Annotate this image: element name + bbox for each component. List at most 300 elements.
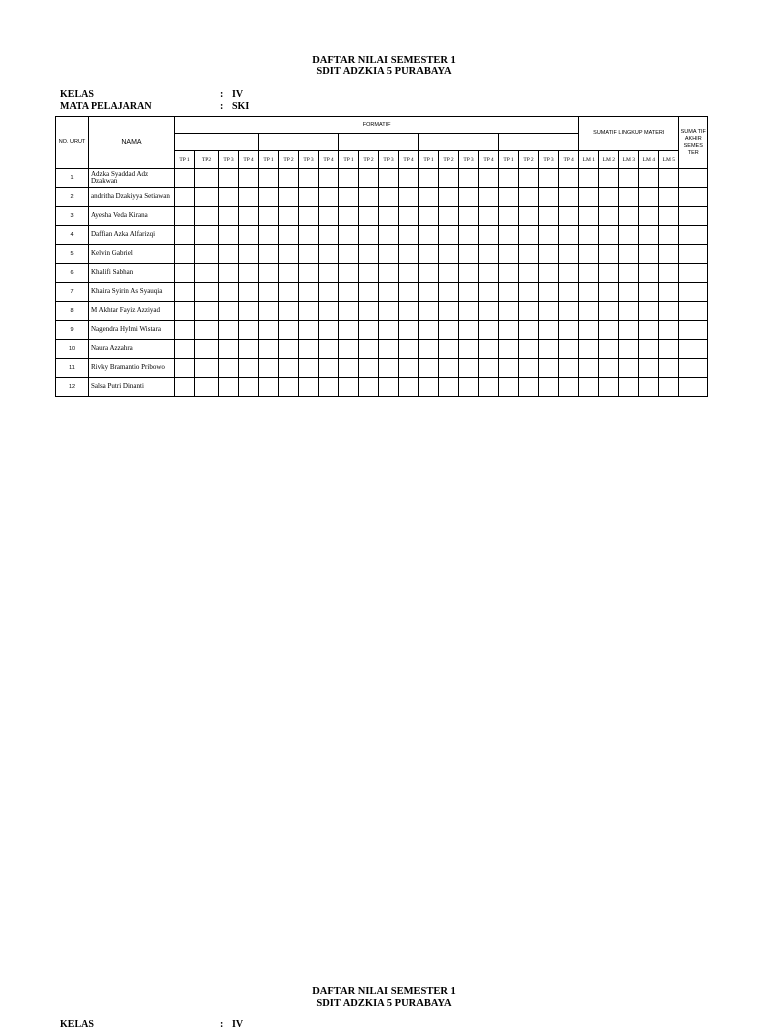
grade-cell[interactable]: [259, 264, 279, 283]
grade-cell[interactable]: [679, 302, 708, 321]
grade-cell[interactable]: [599, 188, 619, 207]
grade-cell[interactable]: [439, 340, 459, 359]
grade-cell[interactable]: [299, 245, 319, 264]
grade-cell[interactable]: [175, 302, 195, 321]
grade-cell[interactable]: [579, 264, 599, 283]
grade-cell[interactable]: [619, 302, 639, 321]
grade-cell[interactable]: [239, 226, 259, 245]
grade-cell[interactable]: [439, 264, 459, 283]
grade-cell[interactable]: [175, 264, 195, 283]
grade-cell[interactable]: [459, 188, 479, 207]
grade-cell[interactable]: [499, 321, 519, 340]
grade-cell[interactable]: [339, 188, 359, 207]
grade-cell[interactable]: [399, 226, 419, 245]
grade-cell[interactable]: [195, 359, 219, 378]
grade-cell[interactable]: [619, 245, 639, 264]
grade-cell[interactable]: [339, 359, 359, 378]
grade-cell[interactable]: [659, 340, 679, 359]
grade-cell[interactable]: [359, 302, 379, 321]
grade-cell[interactable]: [419, 340, 439, 359]
grade-cell[interactable]: [219, 321, 239, 340]
grade-cell[interactable]: [519, 378, 539, 397]
grade-cell[interactable]: [519, 226, 539, 245]
grade-cell[interactable]: [479, 378, 499, 397]
grade-cell[interactable]: [439, 169, 459, 188]
grade-cell[interactable]: [219, 188, 239, 207]
grade-cell[interactable]: [539, 226, 559, 245]
grade-cell[interactable]: [195, 169, 219, 188]
grade-cell[interactable]: [195, 283, 219, 302]
grade-cell[interactable]: [579, 226, 599, 245]
grade-cell[interactable]: [519, 302, 539, 321]
grade-cell[interactable]: [419, 359, 439, 378]
grade-cell[interactable]: [219, 340, 239, 359]
grade-cell[interactable]: [219, 245, 239, 264]
grade-cell[interactable]: [279, 378, 299, 397]
grade-cell[interactable]: [239, 340, 259, 359]
grade-cell[interactable]: [619, 169, 639, 188]
grade-cell[interactable]: [499, 207, 519, 226]
grade-cell[interactable]: [379, 321, 399, 340]
grade-cell[interactable]: [619, 283, 639, 302]
grade-cell[interactable]: [219, 264, 239, 283]
grade-cell[interactable]: [319, 302, 339, 321]
grade-cell[interactable]: [419, 302, 439, 321]
grade-cell[interactable]: [639, 359, 659, 378]
grade-cell[interactable]: [319, 283, 339, 302]
grade-cell[interactable]: [459, 378, 479, 397]
grade-cell[interactable]: [559, 264, 579, 283]
grade-cell[interactable]: [459, 207, 479, 226]
grade-cell[interactable]: [519, 188, 539, 207]
grade-cell[interactable]: [559, 378, 579, 397]
grade-cell[interactable]: [639, 283, 659, 302]
grade-cell[interactable]: [319, 188, 339, 207]
grade-cell[interactable]: [599, 283, 619, 302]
grade-cell[interactable]: [379, 169, 399, 188]
grade-cell[interactable]: [279, 188, 299, 207]
grade-cell[interactable]: [619, 188, 639, 207]
grade-cell[interactable]: [239, 207, 259, 226]
grade-cell[interactable]: [619, 264, 639, 283]
grade-cell[interactable]: [239, 359, 259, 378]
grade-cell[interactable]: [419, 169, 439, 188]
grade-cell[interactable]: [259, 245, 279, 264]
grade-cell[interactable]: [219, 207, 239, 226]
grade-cell[interactable]: [299, 169, 319, 188]
grade-cell[interactable]: [175, 340, 195, 359]
grade-cell[interactable]: [479, 359, 499, 378]
grade-cell[interactable]: [679, 359, 708, 378]
grade-cell[interactable]: [599, 264, 619, 283]
grade-cell[interactable]: [559, 169, 579, 188]
grade-cell[interactable]: [419, 264, 439, 283]
grade-cell[interactable]: [599, 226, 619, 245]
grade-cell[interactable]: [679, 169, 708, 188]
grade-cell[interactable]: [399, 245, 419, 264]
grade-cell[interactable]: [519, 340, 539, 359]
grade-cell[interactable]: [319, 207, 339, 226]
grade-cell[interactable]: [639, 245, 659, 264]
grade-cell[interactable]: [499, 188, 519, 207]
grade-cell[interactable]: [359, 207, 379, 226]
grade-cell[interactable]: [599, 169, 619, 188]
grade-cell[interactable]: [619, 321, 639, 340]
grade-cell[interactable]: [239, 302, 259, 321]
grade-cell[interactable]: [399, 340, 419, 359]
grade-cell[interactable]: [219, 378, 239, 397]
grade-cell[interactable]: [539, 302, 559, 321]
grade-cell[interactable]: [379, 302, 399, 321]
grade-cell[interactable]: [279, 169, 299, 188]
grade-cell[interactable]: [195, 226, 219, 245]
grade-cell[interactable]: [599, 340, 619, 359]
grade-cell[interactable]: [399, 302, 419, 321]
grade-cell[interactable]: [279, 359, 299, 378]
grade-cell[interactable]: [239, 169, 259, 188]
grade-cell[interactable]: [479, 302, 499, 321]
grade-cell[interactable]: [519, 321, 539, 340]
grade-cell[interactable]: [339, 245, 359, 264]
grade-cell[interactable]: [219, 226, 239, 245]
grade-cell[interactable]: [399, 321, 419, 340]
grade-cell[interactable]: [539, 283, 559, 302]
grade-cell[interactable]: [639, 207, 659, 226]
grade-cell[interactable]: [319, 264, 339, 283]
grade-cell[interactable]: [599, 245, 619, 264]
grade-cell[interactable]: [279, 321, 299, 340]
grade-cell[interactable]: [579, 245, 599, 264]
grade-cell[interactable]: [299, 226, 319, 245]
grade-cell[interactable]: [519, 169, 539, 188]
grade-cell[interactable]: [439, 207, 459, 226]
grade-cell[interactable]: [299, 359, 319, 378]
grade-cell[interactable]: [359, 283, 379, 302]
grade-cell[interactable]: [279, 283, 299, 302]
grade-cell[interactable]: [559, 340, 579, 359]
grade-cell[interactable]: [299, 321, 319, 340]
grade-cell[interactable]: [239, 188, 259, 207]
grade-cell[interactable]: [579, 359, 599, 378]
grade-cell[interactable]: [619, 207, 639, 226]
grade-cell[interactable]: [499, 340, 519, 359]
grade-cell[interactable]: [499, 264, 519, 283]
grade-cell[interactable]: [339, 378, 359, 397]
grade-cell[interactable]: [319, 245, 339, 264]
grade-cell[interactable]: [379, 340, 399, 359]
grade-cell[interactable]: [379, 188, 399, 207]
grade-cell[interactable]: [175, 245, 195, 264]
grade-cell[interactable]: [299, 340, 319, 359]
grade-cell[interactable]: [195, 302, 219, 321]
grade-cell[interactable]: [539, 169, 559, 188]
grade-cell[interactable]: [195, 245, 219, 264]
grade-cell[interactable]: [599, 359, 619, 378]
grade-cell[interactable]: [299, 378, 319, 397]
grade-cell[interactable]: [499, 169, 519, 188]
grade-cell[interactable]: [659, 169, 679, 188]
grade-cell[interactable]: [579, 283, 599, 302]
grade-cell[interactable]: [499, 359, 519, 378]
grade-cell[interactable]: [175, 378, 195, 397]
grade-cell[interactable]: [259, 359, 279, 378]
grade-cell[interactable]: [379, 359, 399, 378]
grade-cell[interactable]: [659, 188, 679, 207]
grade-cell[interactable]: [399, 188, 419, 207]
grade-cell[interactable]: [679, 207, 708, 226]
grade-cell[interactable]: [195, 378, 219, 397]
grade-cell[interactable]: [379, 283, 399, 302]
grade-cell[interactable]: [439, 283, 459, 302]
grade-cell[interactable]: [459, 245, 479, 264]
grade-cell[interactable]: [539, 378, 559, 397]
grade-cell[interactable]: [339, 340, 359, 359]
grade-cell[interactable]: [579, 321, 599, 340]
grade-cell[interactable]: [259, 378, 279, 397]
grade-cell[interactable]: [599, 321, 619, 340]
grade-cell[interactable]: [659, 359, 679, 378]
grade-cell[interactable]: [259, 188, 279, 207]
grade-cell[interactable]: [399, 207, 419, 226]
grade-cell[interactable]: [419, 378, 439, 397]
grade-cell[interactable]: [339, 226, 359, 245]
grade-cell[interactable]: [279, 264, 299, 283]
grade-cell[interactable]: [175, 283, 195, 302]
grade-cell[interactable]: [319, 378, 339, 397]
grade-cell[interactable]: [459, 321, 479, 340]
grade-cell[interactable]: [619, 378, 639, 397]
grade-cell[interactable]: [259, 302, 279, 321]
grade-cell[interactable]: [439, 245, 459, 264]
grade-cell[interactable]: [539, 321, 559, 340]
grade-cell[interactable]: [175, 207, 195, 226]
grade-cell[interactable]: [639, 378, 659, 397]
grade-cell[interactable]: [359, 226, 379, 245]
grade-cell[interactable]: [639, 321, 659, 340]
grade-cell[interactable]: [339, 264, 359, 283]
grade-cell[interactable]: [639, 302, 659, 321]
grade-cell[interactable]: [379, 264, 399, 283]
grade-cell[interactable]: [659, 283, 679, 302]
grade-cell[interactable]: [319, 226, 339, 245]
grade-cell[interactable]: [399, 283, 419, 302]
grade-cell[interactable]: [499, 226, 519, 245]
grade-cell[interactable]: [479, 188, 499, 207]
grade-cell[interactable]: [299, 302, 319, 321]
grade-cell[interactable]: [519, 359, 539, 378]
grade-cell[interactable]: [175, 169, 195, 188]
grade-cell[interactable]: [339, 283, 359, 302]
grade-cell[interactable]: [279, 340, 299, 359]
grade-cell[interactable]: [659, 321, 679, 340]
grade-cell[interactable]: [239, 321, 259, 340]
grade-cell[interactable]: [519, 245, 539, 264]
grade-cell[interactable]: [659, 378, 679, 397]
grade-cell[interactable]: [259, 169, 279, 188]
grade-cell[interactable]: [419, 207, 439, 226]
grade-cell[interactable]: [239, 245, 259, 264]
grade-cell[interactable]: [599, 378, 619, 397]
grade-cell[interactable]: [479, 321, 499, 340]
grade-cell[interactable]: [519, 283, 539, 302]
grade-cell[interactable]: [439, 321, 459, 340]
grade-cell[interactable]: [459, 169, 479, 188]
grade-cell[interactable]: [539, 340, 559, 359]
grade-cell[interactable]: [559, 283, 579, 302]
grade-cell[interactable]: [679, 188, 708, 207]
grade-cell[interactable]: [339, 302, 359, 321]
grade-cell[interactable]: [519, 207, 539, 226]
grade-cell[interactable]: [619, 340, 639, 359]
grade-cell[interactable]: [399, 359, 419, 378]
grade-cell[interactable]: [579, 340, 599, 359]
grade-cell[interactable]: [195, 321, 219, 340]
grade-cell[interactable]: [479, 207, 499, 226]
grade-cell[interactable]: [559, 226, 579, 245]
grade-cell[interactable]: [319, 321, 339, 340]
grade-cell[interactable]: [419, 283, 439, 302]
grade-cell[interactable]: [359, 264, 379, 283]
grade-cell[interactable]: [459, 283, 479, 302]
grade-cell[interactable]: [499, 378, 519, 397]
grade-cell[interactable]: [319, 359, 339, 378]
grade-cell[interactable]: [219, 283, 239, 302]
grade-cell[interactable]: [479, 245, 499, 264]
grade-cell[interactable]: [539, 207, 559, 226]
grade-cell[interactable]: [479, 283, 499, 302]
grade-cell[interactable]: [619, 226, 639, 245]
grade-cell[interactable]: [299, 264, 319, 283]
grade-cell[interactable]: [659, 302, 679, 321]
grade-cell[interactable]: [679, 245, 708, 264]
grade-cell[interactable]: [679, 226, 708, 245]
grade-cell[interactable]: [559, 302, 579, 321]
grade-cell[interactable]: [559, 188, 579, 207]
grade-cell[interactable]: [299, 188, 319, 207]
grade-cell[interactable]: [639, 188, 659, 207]
grade-cell[interactable]: [459, 302, 479, 321]
grade-cell[interactable]: [499, 245, 519, 264]
grade-cell[interactable]: [559, 245, 579, 264]
grade-cell[interactable]: [439, 226, 459, 245]
grade-cell[interactable]: [419, 245, 439, 264]
grade-cell[interactable]: [479, 264, 499, 283]
grade-cell[interactable]: [359, 321, 379, 340]
grade-cell[interactable]: [539, 188, 559, 207]
grade-cell[interactable]: [279, 245, 299, 264]
grade-cell[interactable]: [459, 359, 479, 378]
grade-cell[interactable]: [419, 188, 439, 207]
grade-cell[interactable]: [579, 378, 599, 397]
grade-cell[interactable]: [559, 321, 579, 340]
grade-cell[interactable]: [339, 321, 359, 340]
grade-cell[interactable]: [619, 359, 639, 378]
grade-cell[interactable]: [479, 226, 499, 245]
grade-cell[interactable]: [539, 245, 559, 264]
grade-cell[interactable]: [259, 283, 279, 302]
grade-cell[interactable]: [299, 283, 319, 302]
grade-cell[interactable]: [419, 226, 439, 245]
grade-cell[interactable]: [679, 378, 708, 397]
grade-cell[interactable]: [339, 169, 359, 188]
grade-cell[interactable]: [339, 207, 359, 226]
grade-cell[interactable]: [299, 207, 319, 226]
grade-cell[interactable]: [439, 302, 459, 321]
grade-cell[interactable]: [679, 340, 708, 359]
grade-cell[interactable]: [259, 321, 279, 340]
grade-cell[interactable]: [219, 302, 239, 321]
grade-cell[interactable]: [379, 245, 399, 264]
grade-cell[interactable]: [499, 302, 519, 321]
grade-cell[interactable]: [359, 169, 379, 188]
grade-cell[interactable]: [559, 359, 579, 378]
grade-cell[interactable]: [599, 302, 619, 321]
grade-cell[interactable]: [379, 207, 399, 226]
grade-cell[interactable]: [659, 207, 679, 226]
grade-cell[interactable]: [439, 359, 459, 378]
grade-cell[interactable]: [259, 207, 279, 226]
grade-cell[interactable]: [379, 378, 399, 397]
grade-cell[interactable]: [679, 264, 708, 283]
grade-cell[interactable]: [359, 378, 379, 397]
grade-cell[interactable]: [659, 264, 679, 283]
grade-cell[interactable]: [419, 321, 439, 340]
grade-cell[interactable]: [539, 264, 559, 283]
grade-cell[interactable]: [399, 378, 419, 397]
grade-cell[interactable]: [175, 321, 195, 340]
grade-cell[interactable]: [379, 226, 399, 245]
grade-cell[interactable]: [175, 226, 195, 245]
grade-cell[interactable]: [279, 302, 299, 321]
grade-cell[interactable]: [195, 340, 219, 359]
grade-cell[interactable]: [319, 340, 339, 359]
grade-cell[interactable]: [399, 264, 419, 283]
grade-cell[interactable]: [195, 188, 219, 207]
grade-cell[interactable]: [219, 169, 239, 188]
grade-cell[interactable]: [599, 207, 619, 226]
grade-cell[interactable]: [639, 264, 659, 283]
grade-cell[interactable]: [239, 283, 259, 302]
grade-cell[interactable]: [639, 226, 659, 245]
grade-cell[interactable]: [579, 207, 599, 226]
grade-cell[interactable]: [195, 207, 219, 226]
grade-cell[interactable]: [195, 264, 219, 283]
grade-cell[interactable]: [439, 188, 459, 207]
grade-cell[interactable]: [499, 283, 519, 302]
grade-cell[interactable]: [439, 378, 459, 397]
grade-cell[interactable]: [459, 264, 479, 283]
grade-cell[interactable]: [519, 264, 539, 283]
grade-cell[interactable]: [359, 359, 379, 378]
grade-cell[interactable]: [639, 340, 659, 359]
grade-cell[interactable]: [459, 340, 479, 359]
grade-cell[interactable]: [679, 321, 708, 340]
grade-cell[interactable]: [659, 226, 679, 245]
grade-cell[interactable]: [539, 359, 559, 378]
grade-cell[interactable]: [459, 226, 479, 245]
grade-cell[interactable]: [479, 169, 499, 188]
grade-cell[interactable]: [659, 245, 679, 264]
grade-cell[interactable]: [579, 188, 599, 207]
grade-cell[interactable]: [359, 340, 379, 359]
grade-cell[interactable]: [359, 188, 379, 207]
grade-cell[interactable]: [259, 340, 279, 359]
grade-cell[interactable]: [219, 359, 239, 378]
grade-cell[interactable]: [239, 264, 259, 283]
grade-cell[interactable]: [239, 378, 259, 397]
grade-cell[interactable]: [259, 226, 279, 245]
grade-cell[interactable]: [579, 302, 599, 321]
